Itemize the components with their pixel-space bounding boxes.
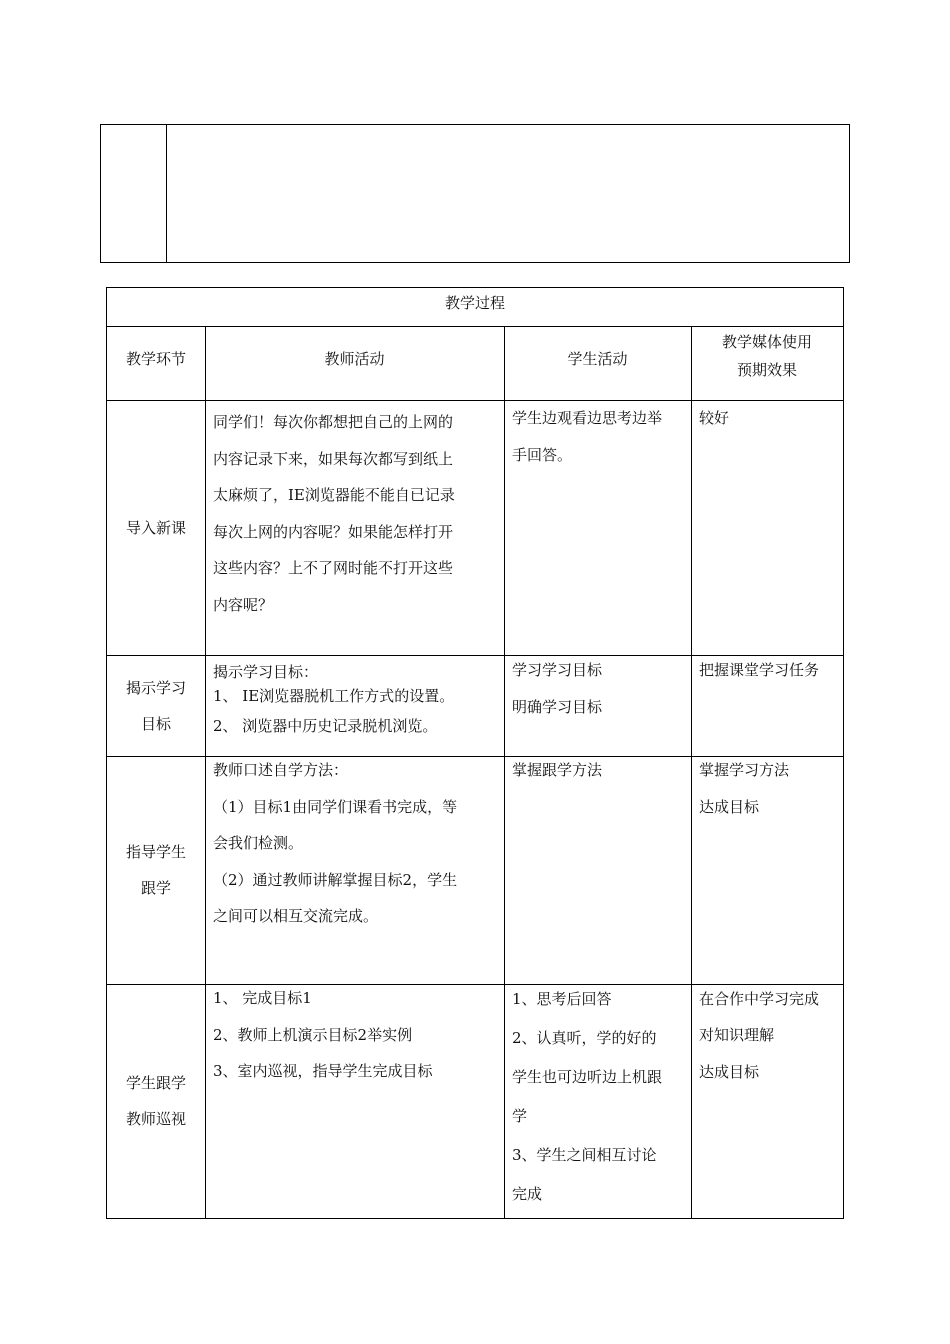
- row4-teacher: 1、 完成目标1 2、教师上机演示目标2举实例 3、室内巡视，指导学生完成目标: [213, 989, 433, 1080]
- row1-teacher: 同学们！每次你都想把自己的上网的 内容记录下来，如果每次都写到纸上 太麻烦了，IE浏览器能不能自已记录 每次上网的内容呢？如果能怎样打开 这些内容？上不了网时能不打开这些 内容呢？: [213, 413, 455, 614]
- row4-student: 1、思考后回答 2、认真听，学的好的 学生也可边听边上机跟 学 3、学生之间相互讨论 完成: [512, 990, 663, 1203]
- header-student: 学生活动: [567, 350, 628, 368]
- header-media-line1: 教学媒体使用: [721, 333, 812, 351]
- top-table-divider: [166, 125, 167, 262]
- header-stage: 教学环节: [125, 350, 186, 368]
- top-table: [100, 124, 850, 263]
- row2-stage: 揭示学习 目标: [125, 678, 186, 733]
- row3-stage: 指导学生 跟学: [125, 843, 186, 897]
- row4-media: 在合作中学习完成 对知识理解 达成目标: [699, 990, 820, 1081]
- row2-media: 把握课堂学习任务: [699, 661, 820, 679]
- process-table: [106, 287, 844, 1219]
- header-media-line2: 预期效果: [736, 361, 797, 379]
- row-divider: [107, 326, 843, 327]
- header-media: [691, 328, 843, 384]
- table-title: 教学过程: [444, 294, 505, 312]
- row1-media: 较好: [699, 409, 730, 427]
- row3-teacher: 教师口述自学方法： （1）目标1由同学们课看书完成，等 会我们检测。 （2）通过教师讲解掌握目标2，学生 之间可以相互交流完成。: [213, 761, 458, 925]
- header-teacher: 教师活动: [324, 350, 385, 368]
- row2-teacher: 揭示学习目标： 1、 IE浏览器脱机工作方式的设置。 2、 浏览器中历史记录脱机浏览。: [213, 663, 455, 735]
- row1-student: 学生边观看边思考边举 手回答。: [512, 409, 663, 464]
- row3-media: 掌握学习方法 达成目标: [699, 761, 790, 816]
- row3-student: 掌握跟学方法: [512, 761, 603, 779]
- row4-stage: 学生跟学 教师巡视: [125, 1074, 186, 1128]
- row1-stage: 导入新课: [125, 518, 186, 537]
- row2-student: 学习学习目标 明确学习目标: [512, 661, 603, 716]
